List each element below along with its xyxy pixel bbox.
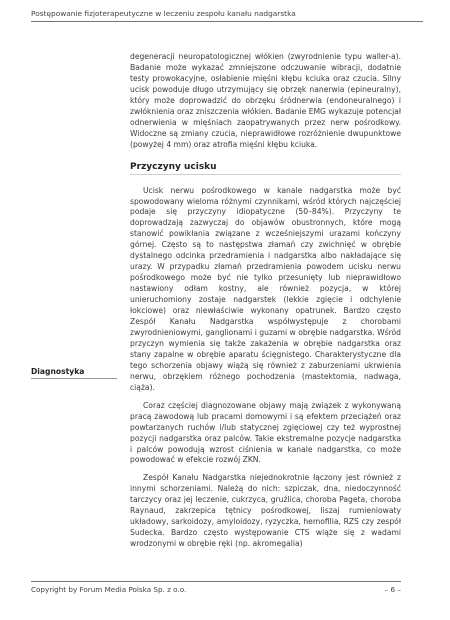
running-title: Postępowanie fizjoterapeutyczne w leczeniu zespołu kanału nadgarstka <box>31 9 296 18</box>
running-header <box>31 9 423 22</box>
main-content <box>130 52 401 550</box>
section-heading-causes: Przyczyny ucisku <box>130 162 401 175</box>
sidebar-label-diagnostics: Diagnostyka <box>31 367 117 379</box>
footer-copyright: Copyright by Forum Media Polska Sp. z o.o. <box>31 585 187 594</box>
intro-paragraph: degeneracji neuropatologicznej włókien (zwyrodnienie typu waller-a). Badanie może wykazać zmniejszone odczuwanie wibracji, dodatnie testy prowokacyjne, osłabienie mięśni kłębu kciuka oraz czucia. Silny ucisk powoduje długo utrzymujący się obrzęk nanerwia (epineuralny), który może doprowadzić do obrzęku śródnerwia (endoneuralnego) i zwłóknienia oraz zniszczenia włókien. Badanie EMG wykazuje potencjał odnerwienia w mięśniach zaopatrywanych przez nerw pośrodkowy. Widoczne są zmiany czucia, nieprawidłowe rozróżnienie dwupunktowe (powyżej 4 mm) oraz atrofia mięśni kłębu kciuka. <box>130 52 401 149</box>
page-footer <box>31 581 401 594</box>
diagnostics-paragraph-2: Zespół Kanału Nadgarstka niejednokrotnie łączony jest również z innymi schorzeniami. Należą do nich: szpiczak, dna, niedoczynność tarczycy oraz jej leczenie, cukrzyca, gruźlica, choroba Pageta, choroba Raynaud, zakrzepica tętnicy pośrodkowej, liszaj rumieniowaty układowy, sarkoidozy, amyloidozy, ryzyczka, hemofilia, RZS czy zespół Sudecka. Bardzo często występowanie CTS wiąże się z wadami wrodzonymi w obrębie ręki (np. akromegalia) <box>130 473 401 549</box>
page-number: – 6 – <box>384 585 401 594</box>
causes-paragraph: Ucisk nerwu pośrodkowego w kanale nadgarstka może być spowodowany wieloma różnymi czynnikami, wśród których najczęściej podaje się przyczyny idiopatyczne (50–84%). Przyczyny te doprowadzają zazwyczaj do objawów obustronnych, które mogą stanowić powikłania związane z wcześniejszymi urazami kończyny górnej. Często są to następstwa złamań czy zwichnięć w obrębie dystalnego odcinka przedramienia i nadgarstka albo nakładające się urazy. W przypadku złamań przedramienia powodem ucisku nerwu pośrodkowego może być nie tylko przesunięty lub nieprawidłowo nastawiony odłam kostny, ale również pozycja, w której unieruchomiony zostaje nadgarstek (lekkie zgięcie i odchylenie łokciowe) oraz niewłaściwie wykonany opatrunek. Bardzo często Zespół Kanału Nadgarstka współwystępuje z chorobami zwyrodnieniowymi, ganglionami i guzami w obrębie nadgarstka. Wśród przyczyn wymienia się także zakażenia w obrębie nadgarstka oraz stany zapalne w obrębie aparatu ścięgnistego. Charakterystyczne dla tego schorzenia objawy wiążą się również z zaburzeniami ukrwienia nerwu, obrzękiem różnego pochodzenia (mastektomia, nadwaga, ciąża). <box>130 185 401 392</box>
diagnostics-paragraph-1: Coraz częściej diagnozowane objawy mają związek z wykonywaną pracą zawodową lub pracami domowymi i są efektem przeciążeń oraz powtarzanych ruchów i/lub statycznej zgięciowej czy też wyprostnej pozycji nadgarstka oraz palców. Takie ekstremalne pozycje nadgarstka i palców powodują wzrost ciśnienia w kanale nadgarstka, co może powodować w efekcie rozwój ZKN. <box>130 400 401 465</box>
